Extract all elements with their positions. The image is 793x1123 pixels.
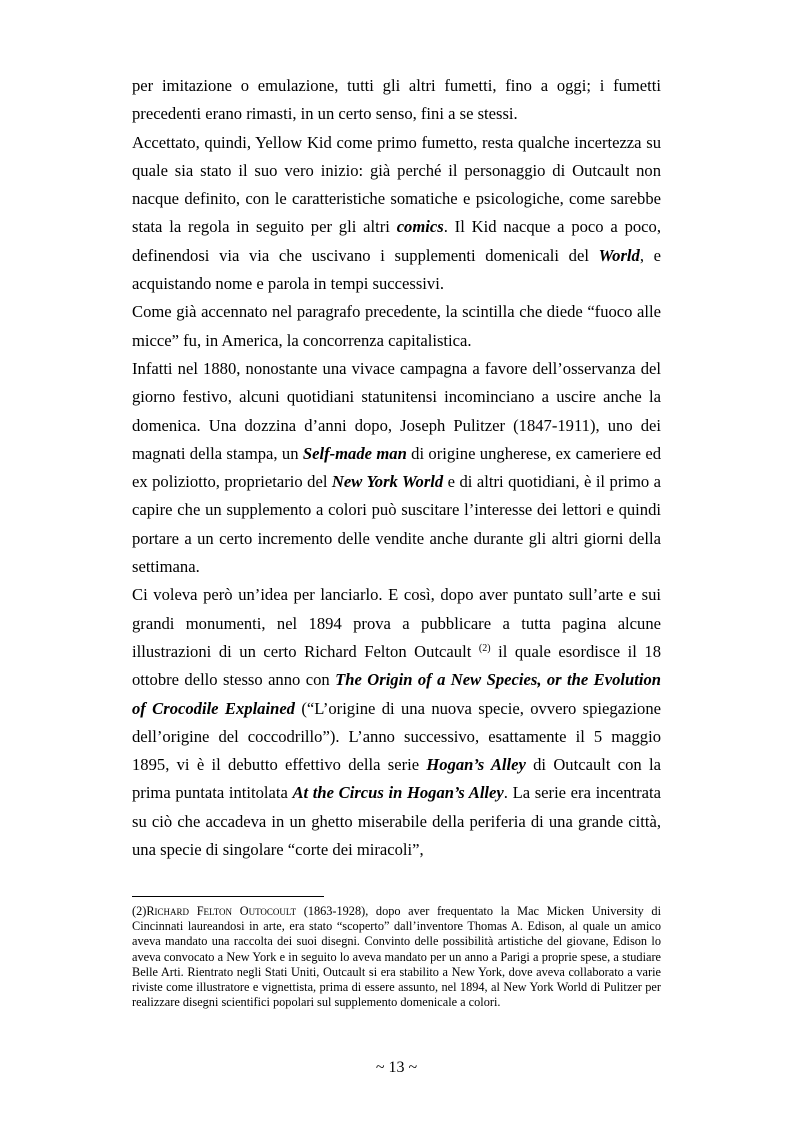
footnote-text: (2)Richard Felton Outocoult (1863-1928), dopo aver frequentato la Mac Micken University di Cincinnati laureandosi in arte, era stato “scoperto” dall’inventore Thomas A. Edison, al quale un amico aveva mandato una raccolta dei suoi disegni. Convinto delle possibilità artistiche del giovane, Edison lo aveva convocato a New York e in seguito lo aveva mandato per un anno a Parigi a proprie spese, a studiare Belle Arti. Rientrato negli Stati Uniti, Outcault si era stabilito a New York, dove aveva collaborato a varie riviste come illustratore e vignettista, prima di essere assunto, nel 1894, al New York World di Pulitzer per realizzare disegni scientifici popolari sul supplemento domenicale a colori. bbox=[132, 904, 661, 1010]
footnote-number: (2) bbox=[132, 904, 147, 918]
paragraph-3: Come già accennato nel paragrafo precedente, la scintilla che diede “fuoco alle micce” fu, in America, la concorrenza capitalistica. bbox=[132, 302, 661, 350]
emphasis-circus-title: At the Circus in Hogan’s Alley bbox=[292, 783, 504, 803]
paragraph-2: Accettato, quindi, Yellow Kid come primo fumetto, resta qualche incertezza su quale sia stato il suo vero inizio: già perché il personaggio di Outcault non nacque definito, con le caratteristiche somatiche e psicologiche, come sarebbe stata la regola in seguito per gli altri comics. Il Kid nacque a poco a poco, definendosi via via che uscivano i supplementi domenicali del World, e acquistando nome e parola in tempi successivi. bbox=[132, 132, 661, 294]
emphasis-hogans-alley: Hogan’s Alley bbox=[426, 755, 526, 775]
emphasis-comics: comics bbox=[396, 217, 444, 237]
emphasis-self-made-man: Self-made man bbox=[302, 443, 407, 463]
page-body bbox=[132, 72, 661, 864]
footnote bbox=[132, 904, 661, 1010]
paragraph-1: per imitazione o emulazione, tutti gli altri fumetti, fino a oggi; i fumetti precedenti erano rimasti, in un certo senso, fini a se stessi. bbox=[132, 76, 661, 124]
footnote-name: Richard Felton Outocoult bbox=[146, 904, 297, 918]
emphasis-new-york-world: New York World bbox=[331, 472, 444, 492]
emphasis-world: World bbox=[598, 245, 640, 265]
body-text bbox=[132, 72, 661, 864]
footnote-reference[interactable]: (2) bbox=[478, 642, 491, 654]
paragraph-4: Infatti nel 1880, nonostante una vivace campagna a favore dell’osservanza del giorno festivo, alcuni quotidiani statunitensi incominciano a uscire anche la domenica. Una dozzina d’anni dopo, Joseph Pulitzer (1847-1911), uno dei magnati della stampa, un Self-made man di origine ungherese, ex cameriere ed ex poliziotto, proprietario del New York World e di altri quotidiani, è il primo a capire che un supplemento a colori può suscitare l’interesse dei lettori e quindi portare a un certo incremento delle vendite anche durante gli altri giorni della settimana. bbox=[132, 358, 662, 577]
emphasis-origin-title: The Origin of a New Species, or the Evolution of Crocodile Explained bbox=[132, 670, 661, 718]
footnote-separator bbox=[132, 896, 324, 897]
paragraph-5: Ci voleva però un’idea per lanciarlo. E così, dopo aver puntato sull’arte e sui grandi monumenti, nel 1894 prova a pubblicare a tutta pagina alcune illustrazioni di un certo Richard Felton Outcault $^{(2)}$ il quale esordisce il 18 ottobre dello stesso anno con The Origin of a New Species, or the Evolution of Crocodile Explained (“L’origine di una nuova specie, ovvero spiegazione dell’origine del coccodrillo”). L’anno successivo, esattamente il 5 maggio 1895, vi è il debutto effettivo della serie Hogan’s Alley di Outcault con la prima puntata intitolata At the Circus in Hogan’s Alley. La serie era incentrata su ciò che accadeva in un ghetto miserabile della periferia di una grande città, una specie di singolare “corte dei miracoli”, bbox=[132, 585, 662, 860]
page-number: ~ 13 ~ bbox=[375, 1059, 418, 1076]
